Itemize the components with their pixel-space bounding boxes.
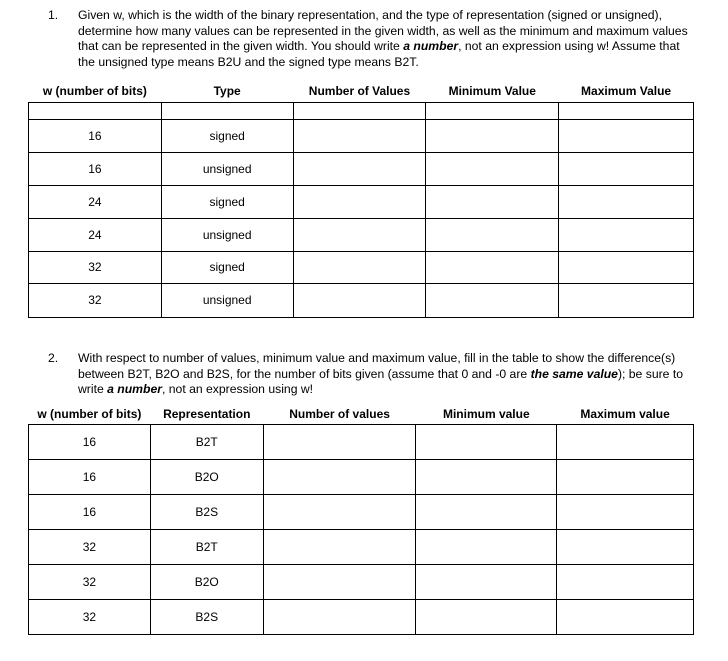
type-cell: signed bbox=[161, 119, 293, 152]
table-row bbox=[29, 599, 694, 634]
number-of-values-cell[interactable] bbox=[263, 424, 416, 459]
cell[interactable] bbox=[559, 102, 694, 119]
number-of-values-cell[interactable] bbox=[263, 529, 416, 564]
question-2-line-2: between B2T, B2O and B2S, for the number of bits given (assume that 0 and -0 are the same value); be sure to bbox=[78, 366, 683, 381]
maximum-value-cell[interactable] bbox=[559, 119, 694, 152]
maximum-value-cell[interactable] bbox=[557, 424, 694, 459]
maximum-value-cell[interactable] bbox=[557, 599, 694, 634]
minimum-value-cell[interactable] bbox=[416, 424, 557, 459]
number-of-values-cell[interactable] bbox=[293, 119, 426, 152]
maximum-value-cell[interactable] bbox=[557, 564, 694, 599]
w-cell: 24 bbox=[29, 185, 162, 218]
representation-cell: B2S bbox=[150, 494, 263, 529]
table-row bbox=[29, 185, 694, 218]
table-2-header-number-of-values: Number of values bbox=[263, 404, 416, 424]
maximum-value-cell[interactable] bbox=[557, 494, 694, 529]
maximum-value-cell[interactable] bbox=[559, 283, 694, 317]
w-cell: 16 bbox=[29, 459, 151, 494]
representation-cell: B2S bbox=[150, 599, 263, 634]
emphasis-a-number: a number bbox=[403, 39, 459, 54]
representation-cell: B2T bbox=[150, 424, 263, 459]
w-cell: 32 bbox=[29, 599, 151, 634]
w-cell: 16 bbox=[29, 494, 151, 529]
number-of-values-cell[interactable] bbox=[263, 494, 416, 529]
number-of-values-cell[interactable] bbox=[263, 599, 416, 634]
number-of-values-cell[interactable] bbox=[293, 283, 426, 317]
table-2 bbox=[28, 404, 694, 635]
table-2-header-w: w (number of bits) bbox=[29, 404, 151, 424]
table-row bbox=[29, 564, 694, 599]
question-1-line-2: determine how many values can be represented in the given width, as well as the minimum and maximum values bbox=[78, 23, 688, 38]
minimum-value-cell[interactable] bbox=[416, 529, 557, 564]
emphasis-a-number: a number bbox=[107, 382, 162, 397]
table-row bbox=[29, 529, 694, 564]
w-cell: 32 bbox=[29, 251, 162, 283]
question-1-line-3: that can be represented in the given width. You should write a number, not an expression using w! Assume that bbox=[78, 39, 680, 54]
question-2-line-3: write a number, not an expression using w! bbox=[78, 382, 314, 397]
type-cell: unsigned bbox=[161, 218, 293, 251]
table-row bbox=[29, 251, 694, 283]
minimum-value-cell[interactable] bbox=[416, 459, 557, 494]
minimum-value-cell[interactable] bbox=[426, 152, 559, 185]
minimum-value-cell[interactable] bbox=[416, 564, 557, 599]
number-of-values-cell[interactable] bbox=[293, 185, 426, 218]
w-cell: 24 bbox=[29, 218, 162, 251]
maximum-value-cell[interactable] bbox=[559, 251, 694, 283]
table-row bbox=[29, 459, 694, 494]
table-2-header-representation: Representation bbox=[150, 404, 263, 424]
table-1-header-maximum-value: Maximum Value bbox=[559, 80, 694, 102]
minimum-value-cell[interactable] bbox=[416, 494, 557, 529]
table-1-header-type: Type bbox=[161, 80, 293, 102]
representation-cell: B2T bbox=[150, 529, 263, 564]
w-cell: 32 bbox=[29, 529, 151, 564]
number-of-values-cell[interactable] bbox=[263, 564, 416, 599]
maximum-value-cell[interactable] bbox=[557, 459, 694, 494]
w-cell: 16 bbox=[29, 119, 162, 152]
type-cell: signed bbox=[161, 251, 293, 283]
table-1-header-w: w (number of bits) bbox=[29, 80, 162, 102]
table-row bbox=[29, 424, 694, 459]
maximum-value-cell[interactable] bbox=[559, 185, 694, 218]
cell[interactable] bbox=[426, 102, 559, 119]
number-of-values-cell[interactable] bbox=[293, 152, 426, 185]
table-row bbox=[29, 494, 694, 529]
table-row bbox=[29, 152, 694, 185]
table-1-header-minimum-value: Minimum Value bbox=[426, 80, 559, 102]
maximum-value-cell[interactable] bbox=[559, 152, 694, 185]
minimum-value-cell[interactable] bbox=[426, 218, 559, 251]
type-cell: unsigned bbox=[161, 283, 293, 317]
minimum-value-cell[interactable] bbox=[416, 599, 557, 634]
minimum-value-cell[interactable] bbox=[426, 119, 559, 152]
table-1 bbox=[28, 80, 694, 318]
w-cell: 16 bbox=[29, 152, 162, 185]
question-1-number: 1. bbox=[48, 8, 59, 22]
table-row bbox=[29, 283, 694, 317]
question-1-line-4: the unsigned type means B2U and the signed type means B2T. bbox=[78, 54, 419, 69]
number-of-values-cell[interactable] bbox=[263, 459, 416, 494]
table-row bbox=[29, 119, 694, 152]
maximum-value-cell[interactable] bbox=[557, 529, 694, 564]
w-cell: 16 bbox=[29, 424, 151, 459]
representation-cell: B2O bbox=[150, 564, 263, 599]
table-2-header-maximum-value: Maximum value bbox=[557, 404, 694, 424]
w-cell: 32 bbox=[29, 564, 151, 599]
type-cell: unsigned bbox=[161, 152, 293, 185]
minimum-value-cell[interactable] bbox=[426, 251, 559, 283]
type-cell: signed bbox=[161, 185, 293, 218]
question-1-line-1: Given w, which is the width of the binary representation, and the type of representation (signed or unsigned), bbox=[78, 8, 662, 22]
number-of-values-cell[interactable] bbox=[293, 218, 426, 251]
cell[interactable] bbox=[293, 102, 426, 119]
table-row bbox=[29, 218, 694, 251]
question-2-line-1: With respect to number of values, minimum value and maximum value, fill in the table to show the difference(s) bbox=[78, 351, 676, 365]
table-2-header-minimum-value: Minimum value bbox=[416, 404, 557, 424]
maximum-value-cell[interactable] bbox=[559, 218, 694, 251]
table-1-header-number-of-values: Number of Values bbox=[293, 80, 426, 102]
question-2-number: 2. bbox=[48, 351, 59, 365]
representation-cell: B2O bbox=[150, 459, 263, 494]
emphasis-same-value: the same value bbox=[530, 366, 618, 381]
w-cell: 32 bbox=[29, 283, 162, 317]
minimum-value-cell[interactable] bbox=[426, 283, 559, 317]
minimum-value-cell[interactable] bbox=[426, 185, 559, 218]
number-of-values-cell[interactable] bbox=[293, 251, 426, 283]
